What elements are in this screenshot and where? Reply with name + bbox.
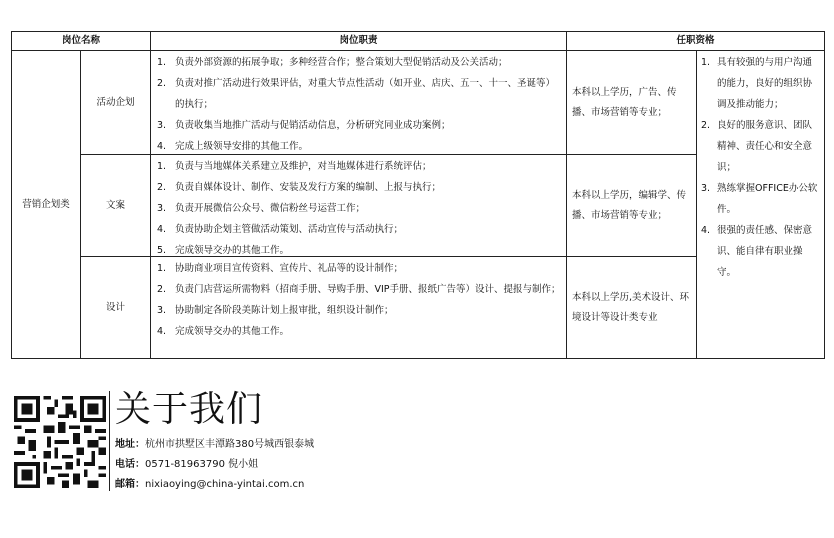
- requirement-text: 良好的服务意识、团队精神、责任心和安全意识；: [717, 120, 813, 173]
- duty-text: 负责收集当地推广活动与促销活动信息，分析研究同业成功案例；: [175, 120, 451, 131]
- requirement-text: 很强的责任感、保密意识、能自律有职业操守。: [717, 225, 813, 278]
- duty-text: 完成领导交办的其他工作。: [175, 326, 290, 337]
- duty-text: 完成领导交办的其他工作。: [175, 245, 290, 256]
- duty-item: 2. 负责门店营运所需物料（招商手册、导购手册、VIP手册、报纸广告等）设计、提报与制作；: [157, 279, 562, 300]
- position-name: 设计: [105, 302, 125, 313]
- qualification-text: 本科以上学历，编辑学、传播、市场营销等专业；: [572, 189, 687, 221]
- duty-text: 负责对推广活动进行效果评估，对重大节点性活动（如开业、店庆、五一、十一、圣诞等）的执行；: [175, 78, 556, 110]
- address-value: 杭州市拱墅区丰潭路380号城西银泰城: [145, 439, 315, 450]
- category-cell: [11, 50, 81, 359]
- email-label: 邮箱：: [115, 479, 145, 490]
- duty-item: 3. 负责收集当地推广活动与促销活动信息，分析研究同业成功案例；: [157, 115, 562, 136]
- duty-item: 5. 完成领导交办的其他工作。: [157, 240, 562, 261]
- duty-text: 协助制定各阶段美陈计划上报审批，组织设计制作；: [175, 305, 394, 316]
- duty-item: 4. 负责协助企划主管做活动策划、活动宣传与活动执行；: [157, 219, 562, 240]
- about-us-title: 关于我们: [115, 389, 264, 430]
- header-position-label: 岗位名称: [61, 35, 100, 46]
- duty-text: 负责门店营运所需物料（招商手册、导购手册、VIP手册、报纸广告等）设计、提报与制作；: [175, 284, 561, 295]
- address-line: [115, 439, 314, 451]
- duties-cell: [150, 154, 567, 257]
- address-label: 地址：: [115, 439, 145, 450]
- header-requirements: [566, 31, 825, 51]
- requirement-text: 熟练掌握OFFICE办公软件。: [717, 183, 818, 215]
- qualification-cell: [566, 50, 697, 155]
- email-value[interactable]: nixiaoying@china-yintai.com.cn: [145, 479, 305, 490]
- position-name-cell: [80, 154, 151, 257]
- duties-cell: [150, 256, 567, 359]
- duty-item: 4. 完成领导交办的其他工作。: [157, 321, 562, 342]
- duties-cell: [150, 50, 567, 155]
- header-duties: [150, 31, 567, 51]
- position-name: 文案: [105, 200, 125, 211]
- requirement-item: 3. 熟练掌握OFFICE办公软件。: [701, 178, 818, 220]
- position-name: 活动企划: [96, 97, 135, 108]
- phone-value: 0571-81963790 倪小姐: [145, 459, 259, 470]
- requirement-item: 2. 良好的服务意识、团队精神、责任心和安全意识；: [701, 115, 818, 178]
- duty-item: 1. 协助商业项目宣传资料、宣传片、礼品等的设计制作；: [157, 258, 562, 279]
- header-position: [11, 31, 151, 51]
- duty-text: 完成上级领导安排的其他工作。: [175, 141, 309, 152]
- duty-item: 1. 负责与当地媒体关系建立及维护，对当地媒体进行系统评估；: [157, 156, 562, 177]
- duty-item: 3. 负责开展微信公众号、微信粉丝号运营工作；: [157, 198, 562, 219]
- category-label: 营销企划类: [22, 199, 70, 210]
- duty-item: 2. 负责自媒体设计、制作、安装及发行方案的编制、上报与执行；: [157, 177, 562, 198]
- divider-line: [109, 391, 110, 491]
- duty-item: 4. 完成上级领导安排的其他工作。: [157, 136, 562, 157]
- phone-label: 电话：: [115, 459, 145, 470]
- duty-text: 负责协助企划主管做活动策划、活动宣传与活动执行；: [175, 224, 404, 235]
- duty-text: 负责开展微信公众号、微信粉丝号运营工作；: [175, 203, 366, 214]
- requirement-text: 具有较强的与用户沟通的能力，良好的组织协调及推动能力；: [717, 57, 813, 110]
- position-name-cell: [80, 50, 151, 155]
- requirements-cell: [696, 50, 825, 359]
- requirement-item: 1. 具有较强的与用户沟通的能力，良好的组织协调及推动能力；: [701, 52, 818, 115]
- duty-text: 负责自媒体设计、制作、安装及发行方案的编制、上报与执行；: [175, 182, 442, 193]
- duty-item: 2. 负责对推广活动进行效果评估，对重大节点性活动（如开业、店庆、五一、十一、圣诞等）的执行；: [157, 73, 562, 115]
- duty-text: 负责外部资源的拓展争取；多种经营合作；整合策划大型促销活动及公关活动；: [175, 57, 508, 68]
- requirement-item: 4. 很强的责任感、保密意识、能自律有职业操守。: [701, 220, 818, 283]
- qualification-cell: [566, 256, 697, 359]
- email-line: [115, 479, 304, 491]
- duty-item: 3. 协助制定各阶段美陈计划上报审批，组织设计制作；: [157, 300, 562, 321]
- duty-text: 协助商业项目宣传资料、宣传片、礼品等的设计制作；: [175, 263, 404, 274]
- qualification-cell: [566, 154, 697, 257]
- qr-code-icon: [14, 396, 106, 488]
- phone-line: [115, 459, 258, 471]
- position-name-cell: [80, 256, 151, 359]
- header-requirements-label: 任职资格: [676, 35, 715, 46]
- job-table: [11, 31, 825, 359]
- qualification-text: 本科以上学历,美术设计、环境设计等设计类专业: [572, 291, 690, 323]
- duty-text: 负责与当地媒体关系建立及维护，对当地媒体进行系统评估；: [175, 161, 432, 172]
- header-duties-label: 岗位职责: [339, 35, 378, 46]
- duty-item: 1. 负责外部资源的拓展争取；多种经营合作；整合策划大型促销活动及公关活动；: [157, 52, 562, 73]
- qualification-text: 本科以上学历，广告、传播、市场营销等专业；: [572, 86, 677, 118]
